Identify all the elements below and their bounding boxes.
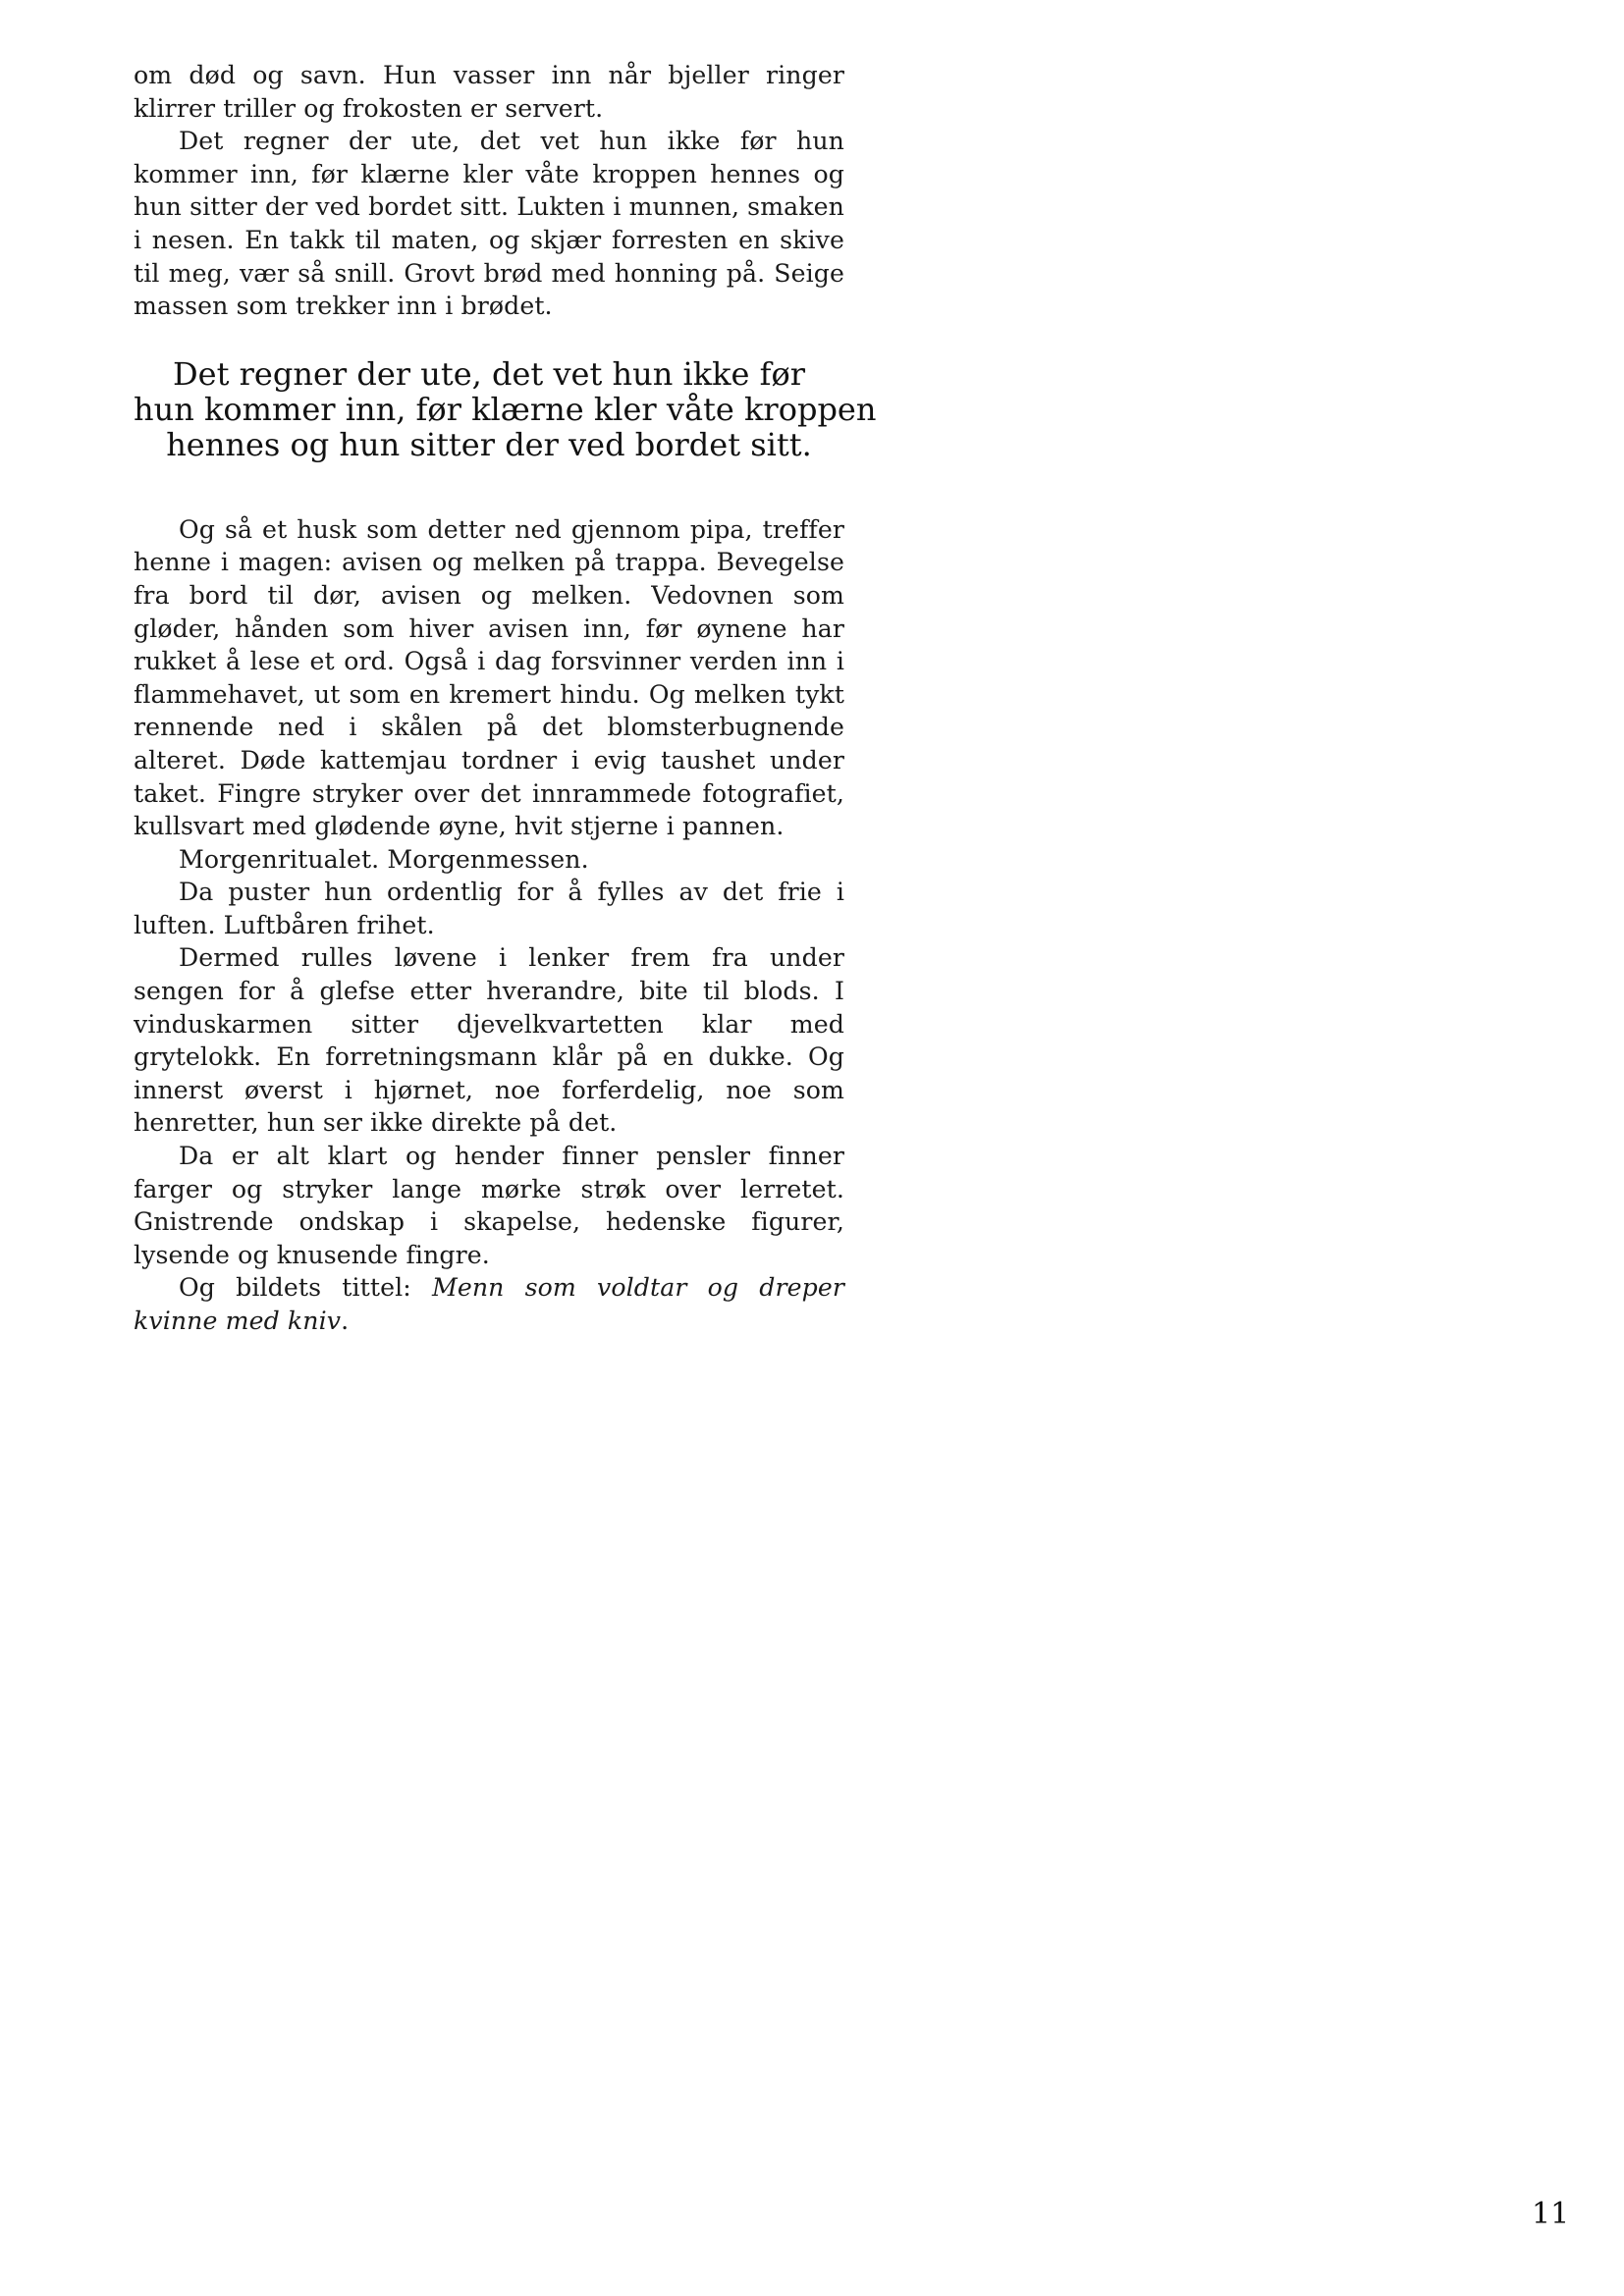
body-text-bottom — [134, 513, 844, 1338]
pull-quote-line: hun kommer inn, før klærne kler våte kroppen — [134, 390, 877, 428]
pull-quote — [134, 354, 877, 463]
pull-quote-line: Det regner der ute, det vet hun ikke før — [172, 354, 806, 393]
paragraph: Og så et husk som detter ned gjennom pipa, treffer henne i magen: avisen og melken på trappa. Bevegelse fra bord til dør, avisen og melken. Vedovnen som gløder, hånden som hiver avisen inn, før øynene har rukket å lese et ord. Også i dag forsvinner verden inn i flammehavet, ut som en kremert hindu. Og melken tykt rennende ned i skålen på det blomsterbugnende alteret. Døde kattemjau tordner i evig taushet under taket. Fingre stryker over det innrammede fotografiet, kullsvart med glødende øyne, hvit stjerne i pannen. — [134, 514, 844, 841]
final-paragraph-trail: . — [341, 1307, 350, 1335]
article-column — [134, 59, 877, 1338]
paragraph: Da er alt klart og hender finner pensler finner farger og stryker lange mørke strøk over lerretet. Gnistrende ondskap i skapelse, hedenske figurer, lysende og knusende fingre. — [134, 1142, 844, 1269]
pull-quote-line: hennes og hun sitter der ved bordet sitt. — [166, 425, 812, 463]
final-paragraph — [134, 1271, 844, 1337]
paragraph: Da puster hun ordentlig for å fylles av det frie i luften. Luftbåren frihet. — [134, 878, 844, 939]
paragraph: Morgenritualet. Morgenmessen. — [179, 844, 589, 874]
page-number: 11 — [1532, 2197, 1570, 2231]
body-text-top — [134, 59, 844, 323]
paragraph: Det regner der ute, det vet hun ikke før hun kommer inn, før klærne kler våte kroppen hennes og hun sitter der ved bordet sitt. Lukten i munnen, smaken i nesen. En takk til maten, og skjær forresten en skive til meg, vær så snill. Grovt brød med honning på. Seige massen som trekker inn i brødet. — [134, 127, 844, 321]
paragraph: Dermed rulles løvene i lenker frem fra under sengen for å glefse etter hverandre, bite til blods. I vinduskarmen sitter djevelkvartetten klar med grytelokk. En forretningsmann klår på en dukke. Og innerst øverst i hjørnet, noe forferdelig, noe som henretter, hun ser ikke direkte på det. — [134, 943, 844, 1138]
artwork-title: Menn som voldtar og dreper kvinne med kniv — [134, 1273, 845, 1335]
paragraph: om død og savn. Hun vasser inn når bjeller ringer klirrer triller og frokosten er servert. — [134, 61, 844, 123]
final-paragraph-lead: Og bildets tittel: — [179, 1273, 432, 1303]
